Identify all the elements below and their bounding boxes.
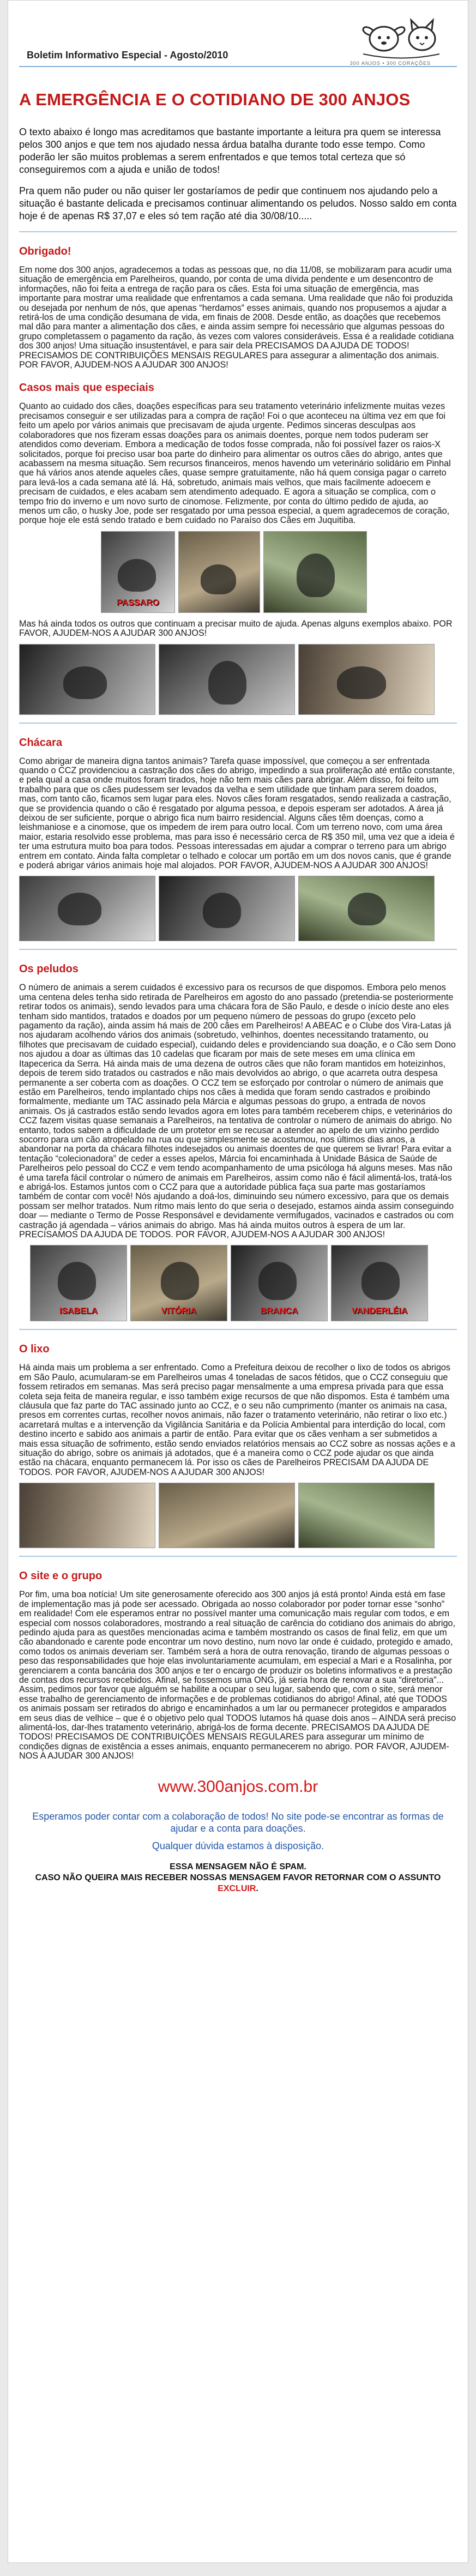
cat-angel-mark [409, 20, 435, 50]
header [19, 1, 457, 67]
photo-caption: ISABELA [59, 1307, 98, 1316]
section-text-especiais: Quanto ao cuidado dos cães, doações específicas para seu tratamento veterinário infelizmente muitas vezes precisamos conseguir e ser utilizadas para a compra de ração! Foi o que aconteceu na última vez em que foi feito um apelo por vários animais que precisavam de ajuda urgente. Pedimos sinceras desculpas aos colaboradores que nos fizeram essas doações para os animais doentes, porque nem todos puderam ser atendidos como deveriam. Embora a medicação de todos fosse comprada, não foi possível fazer os raios-X solicitados, porque foi preciso usar boa parte do dinheiro para alimentar os outros cães do abrigo, antes que acabassem na mesma situação. Sem recursos financeiros, menos havendo um veterinário solidário em Pinhal que há vários anos atende aqueles cães, quase sempre gratuitamente, não há quem consiga pagar o carreto para levá-los a cada semana até lá. Há, sobretudo, animais mais velhos, que mais facilmente adoecem e precisam de cuidados, e eles acabam sem atendimento adequado. E agora a situação se complica, com o tempo frio do inverno e um novo surto de cinomose. Felizmente, por conta do último pedido de ajuda, ao menos um cão, o husky Joe, pode ser resgatado por uma pessoa especial, a quem agradecemos de coração, porque hoje ele está sendo tratado e bem cuidado no Paraíso dos Cães em Juquitiba. [19, 401, 451, 526]
photo-row-lixo [19, 1483, 457, 1548]
section-text-peludos: O número de animais a serem cuidados é excessivo para os recursos de que dispomos. Embora pelo menos uma centena deles tenha sido retirada de Parelheiros em agosto do ano passado (pretendia-se posteriormente retirar todos os animais), sendo levados para uma chácara fora de São Paulo, e desde o início deste ano eles tenham sido mantidos, tratados e doados por um pequeno número de pessoas do grupo (exceto pelo pagamento da ração), ainda assim há mais de 200 cães em Parelheiros! A ABEAC e o Clube dos Vira-Latas já nos ajudaram acolhendo vários dos animais (sobretudo, velhinhos, doentes necessitando tratamento, ou filhotes que precisavam de cuidado especial), cuidando deles e providenciando sua doação, e o Cão sem Dono nos ajudou a doar as últimas das 10 cadelas que ficaram por mais de sete meses em uma clínica em Itapecerica da Serra. Há ainda mais de uma dezena de outros cães que não foram mantidos em hoteizinhos, depois de terem sido tratados ou castrados e não mais devolvidos ao abrigo, o que acarreta outra despesa permanente a ser coberta com as doações. O CCZ tem se esforçado por controlar o número de animais que estão em Parelheiros, tendo implantado chips nos cães à medida que foram sendo castrados e proibindo formalmente, mediante um TAC assinado pela Márcia e algumas pessoas do grupo, a entrada de novos animais. Os já castrados estão sendo levados agora em lotes para também receberem chips, e veterinários do CCZ fazem visitas quase semanais a Parelheiros, na tentativa de controlar o número de animais do abrigo. No entanto, todos sabem a dificuldade de um protetor em se recusar a atender ao apelo de um vizinho perdido socorro para um cão atropelado na rua ou que simplesmente se acostumou, nos últimos dias anos, a abandonar na porta da chácara filhotes indesejados ou animais doentes de que querem se livrar! Para evitar a tentação “colecionadora” de ceder a esses apelos, Márcia foi encaminhada à Unidade Básica de Saúde de Parelheiros pelo pessoal do CCZ e vem tendo acompanhamento de uma psicóloga há alguns meses. Mas não é uma tarefa fácil controlar o número de animais em Parelheiros, assim como não é fácil alimentá-los, tratá-los e abrigá-los. Estamos juntos com o CCZ para que a autoridade pública faça sua parte mas gostaríamos também de contar com você! Nós ajudando a doá-los, diminuindo seu número excessivo, para que os demais possam ser melhor tratados. Num ritmo mais lento do que seria o desejado, estamos ainda assim conseguindo doar — mediante o Termo de Posse Responsável e devidamente vermifugados, vacinados e castrados ou com castração já agendada – vários animais do abrigo. Mas há ainda muitos outros à espera de um lar. PRECISAMOS DA AJUDA DE TODOS. POR FAVOR, AJUDEM-NOS A AJUDAR 300 ANJOS! [19, 983, 456, 1239]
garbage-photo [298, 1483, 435, 1548]
photo-caption: PASSARO [117, 598, 159, 607]
bulletin-title: Boletim Informativo Especial - Agosto/2010 [27, 50, 228, 61]
newsletter-page [8, 0, 468, 2563]
dog-photo [101, 531, 175, 613]
dog-photo [231, 1245, 328, 1321]
dog-photo [263, 531, 367, 613]
dog-photo [19, 644, 155, 715]
section-title-especiais: Casos mais que especiais [19, 382, 154, 394]
dog-angel-mark [363, 27, 405, 51]
section-text-obrigado: Em nome dos 300 anjos, agradecemos a todas as pessoas que, no dia 11/08, se mobilizaram para acudir uma situação de emergência em Parelheiros, quando, por conta de uma dívida pendente e um desencontro de informações, não foi feita a entrega de ração para os cães. Esta foi uma situação de emergência, mas importante para mostrar uma realidade que enfrentamos a cada semana. Uma realidade que não foi produzida ou desejada por nenhum de nós, que apenas “herdamos” esses animais, quando nos propusemos a ajudar a retirá-los de uma condição desumana de vida, em finais de 2008. Desde então, as doações que recebemos mal dão para manter a alimentação dos cães, e ainda assim sempre foi necessário que algumas pessoas do grupo completassem o pagamento da ração, às vezes com valores consideráveis. Essa é a realidade cotidiana dos 300 anjos! Uma situação insustentável, e para sair dela PRECISAMOS DA AJUDA DE TODOS! PRECISAMOS DE CONTRIBUIÇÕES MENSAIS REGULARES para assegurar a alimentação dos animais. POR FAVOR, AJUDEM-NOS A AJUDAR 300 ANJOS! [19, 265, 454, 370]
section-after-text-especiais: Mas há ainda todos os outros que continuam a precisar muito de ajuda. Apenas alguns exemplos abaixo. POR FAVOR, AJUDEM-NOS A AJUDAR 300 ANJOS! [19, 618, 453, 639]
photo-caption: VITÓRIA [161, 1307, 197, 1316]
excluir-keyword[interactable]: EXCLUIR [218, 1883, 256, 1893]
dog-photo [130, 1245, 227, 1321]
logo-caption: 300 ANJOS • 300 CORAÇÕES [350, 61, 431, 66]
intro-appeal-paragraph: Pra quem não puder ou não quiser ler gostaríamos de pedir que continuem nos ajudando pelo a situação é bastante delicada e precisamos continuar alimentando os peludos. Nosso saldo em conta hoje é de apenas R$ 37,07 e eles só tem ração até dia 30/08/10..... [19, 185, 457, 221]
photo-row-examples [19, 644, 457, 715]
garbage-photo [19, 1483, 155, 1548]
not-spam-notice [19, 1862, 457, 1894]
photo-row-peludos [30, 1245, 457, 1321]
section-title-obrigado: Obrigado! [19, 245, 71, 257]
photo-caption: BRANCA [260, 1307, 298, 1316]
photo-row-chacara [19, 876, 457, 941]
intro-paragraph: O texto abaixo é longo mas acreditamos que bastante importante a leitura pra quem se interessa pelos 300 anjos e que tem nos ajudado nessa árdua batalha durante todo esse tempo. Como poderão ler são muitos problemas a serem enfrentados e que temos total certeza que só conseguiremos com a ajuda e união de todos! [19, 127, 441, 175]
dog-photo [178, 531, 260, 613]
unsubscribe-line [19, 1873, 457, 1894]
unsubscribe-text: CASO NÃO QUEIRA MAIS RECEBER NOSSAS MENSAGEM FAVOR RETORNAR COM O ASSUNTO [35, 1873, 441, 1882]
page-title: A EMERGÊNCIA E O COTIDIANO DE 300 ANJOS [19, 90, 411, 109]
dog-photo [159, 876, 295, 941]
garbage-photo [159, 1483, 295, 1548]
section-title-chacara: Chácara [19, 736, 62, 749]
footer-questions-note: Qualquer dúvida estamos à disposição. [152, 1840, 324, 1851]
section-text-chacara: Como abrigar de maneira digna tantos animais? Tarefa quase impossível, que começou a ser enfrentada quando o CCZ providenciou a castração dos cães do abrigo, impedindo a sua proliferação até então constante, e pela qual a casa onde muitos foram tirados, hoje não tem mais cães para abrigar. Além disso, foi feito um trabalho para que os cães pudessem ser levados da velha e sem utilidade que tinham para serem doados, mas, com tanto cão, ficamos sem lugar para eles. Novos cães foram resgatados, sendo realizada a castração, que se providencia quando o cão é resgatado por alguma pessoa, e depois esperam ser adotados. A área já deixou de ser suficiente, porque o abrigo fica num bairro residencial. Alguns cães têm doenças, como a leishmaniose e a cinomose, que os impedem de irem para outro local. Com um terreno novo, com uma área maior, estaria resolvido esse problema, mas para isso é necessário cerca de R$ 350 mil, uma vez que a ideia é ter uma estrutura muito boa para todos. Pessoas interessadas em ajudar a comprar o terreno para um abrigo entrem em contato. Ainda falta completar o telhado e colocar um portão em um dos novos canis, que é grande e poderá abrigar vários animais hoje mal alojados. POR FAVOR, AJUDEM-NOS A AJUDAR 300 ANJOS! [19, 756, 455, 871]
spam-line: ESSA MENSAGEM NÃO É SPAM. [170, 1862, 306, 1871]
divider [19, 949, 457, 950]
dog-photo [30, 1245, 127, 1321]
divider [19, 1329, 457, 1330]
dog-photo [159, 644, 295, 715]
dog-photo [298, 876, 435, 941]
section-text-site: Por fim, uma boa notícia! Um site generosamente oferecido aos 300 anjos já está pronto! Ainda está em fase de implementação mas já pode ser acessado. Obrigada ao nosso colaborador por poder tornar esse “sonho” em realidade! Com ele esperamos entrar no possível manter uma comunicação mais regular com todos, e em especial com nossos colaboradores, mostrando a real situação de carência do cotidiano dos animais do abrigo, pedindo ajuda para as questões mencionadas acima e também mostrando os casos de final feliz, em que um cão abandonado e carente pode encontrar um novo destino, num novo lar onde é cuidado, protegido e amado, como todos os animais deveriam ser. Também será a hora de outra renovação, tirando de algumas pessoas o peso das responsabilidades que hoje elas involuntariamente acumulam, em especial a Mari e a Rosalinha, por gerenciarem a conta bancária dos 300 anjos e ter o encargo de produzir os boletins informativos e a prestação de contas dos recursos recebidos. Afinal, se fossemos uma ONG, já seria hora de renovar a sua “diretoria”... Assim, pedimos por favor que alguém se habilite a ocupar o seu lugar, sabendo que, com o site, será menor esse trabalho de gerenciamento de informações e de problemas cotidianos do abrigo! Afinal, até que TODOS os animais possam ser retirados do abrigo e encaminhados a um lar ou permanecer protegidos e amparados em seus dias de velhice – que é o objetivo pelo qual TODOS lutamos há quase dois anos – AINDA será preciso alimentá-los, dar-lhes tratamento veterinário, abrigá-los de forma decente. PRECISAMOS DA AJUDA DE TODOS! PRECISAMOS DE CONTRIBUIÇÕES MENSAIS REGULARES para assegurar um mínimo de condições dignas de existência a esses animais, enquanto permanecerem no abrigo. POR FAVOR, AJUDEM-NOS A AJUDAR 300 ANJOS! [19, 1590, 456, 1761]
section-title-site: O site e o grupo [19, 1570, 103, 1582]
dog-photo [298, 644, 435, 715]
photo-caption: VANDERLÉIA [351, 1307, 408, 1316]
divider [19, 723, 457, 724]
300-anjos-logo [352, 10, 450, 59]
website-link[interactable]: www.300anjos.com.br [158, 1777, 318, 1796]
unsubscribe-period: . [256, 1883, 258, 1893]
section-title-peludos: Os peludos [19, 963, 79, 976]
section-title-lixo: O lixo [19, 1343, 50, 1356]
section-text-lixo: Há ainda mais um problema a ser enfrentado. Como a Prefeitura deixou de recolher o lixo de todos os abrigos em São Paulo, acumularam-se em Parelheiros umas 4 toneladas de sacos fétidos, que o CCZ conseguiu que fossem retirados em semanas. Mas será preciso pagar mensalmente a uma empresa privada para que essa coleta seja feita de maneira regular, e isso também exige recursos de que não dispomos. Esta é também uma cláusula que faz parte do TAC assinado junto ao CCZ, e o seu não cumprimento (manter os animais na casa, presos em correntes curtas, recolher novos animais, não fazer o tratamento veterinário, não retirar o lixo etc.) acarretará multas e a intervenção da Vigilância Sanitária e da Polícia Ambiental para interdição do local, com destino incerto e sabido aos animais a partir de então. Para evitar que os cães venham a ser submetidos a mais essa situação de sofrimento, estão sendo enviados relatórios mensais ao CCZ sobre as nossas ações e a situação do abrigo, sobre os animais já adotados, que é a maneira como o CCZ pode ajudar os que ainda estão na chácara, enquanto permanecem lá. Por isso os cães de Parelheiros PRECISAM DA AJUDA DE TODOS. POR FAVOR, AJUDEM-NOS A AJUDAR 300 ANJOS! [19, 1363, 455, 1477]
dog-photo [19, 876, 155, 941]
footer-contribution-note: Esperamos poder contar com a colaboração de todos! No site pode-se encontrar as formas de ajudar e a conta para doações. [32, 1810, 444, 1834]
dog-photo [331, 1245, 428, 1321]
photo-row-especiais [19, 531, 457, 613]
divider [19, 231, 457, 232]
divider [19, 1556, 457, 1557]
